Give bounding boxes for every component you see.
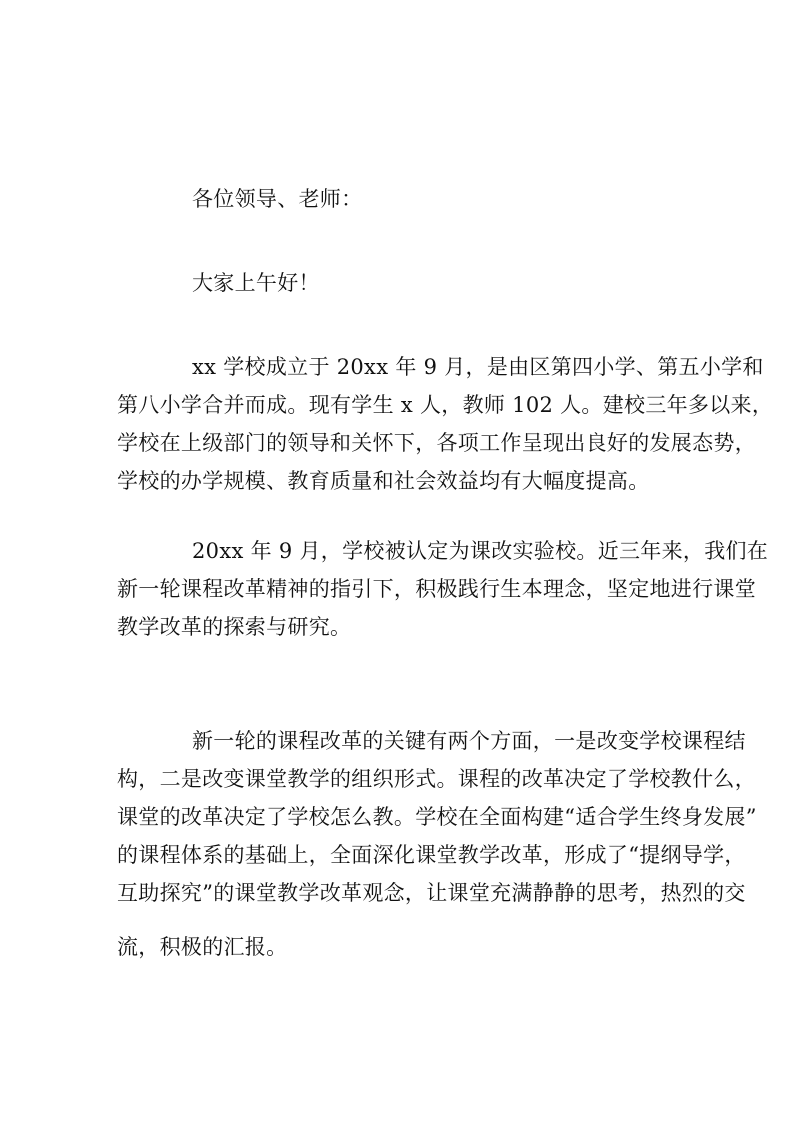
paragraph-line: 课堂的改革决定了学校怎么教。学校在全面构建“适合学生终身发展” (117, 805, 757, 829)
paragraph-line: 学校的办学规模、教育质量和社会效益均有大幅度提高。 (117, 469, 650, 493)
paragraph-line: 互助探究”的课堂教学改革观念，让课堂充满静静的思考，热烈的交 (117, 881, 746, 905)
paragraph-line: xx 学校成立于 20xx 年 9 月，是由区第四小学、第五小学和 (192, 355, 764, 379)
salutation: 各位领导、老师： (192, 187, 363, 211)
greeting: 大家上午好！ (192, 271, 320, 295)
paragraph-line: 学校在上级部门的领导和关怀下，各项工作呈现出良好的发展态势， (117, 431, 756, 455)
paragraph-line: 20xx 年 9 月，学校被认定为课改实验校。近三年来，我们在 (192, 539, 769, 563)
paragraph-line: 教学改革的探索与研究。 (117, 615, 352, 639)
paragraph-line: 新一轮的课程改革的关键有两个方面，一是改变学校课程结 (192, 729, 746, 753)
paragraph-line: 的课程体系的基础上，全面深化课堂教学改革，形成了“提纲导学， (117, 843, 746, 867)
paragraph-line: 流，积极的汇报。 (117, 935, 288, 959)
paragraph-line: 第八小学合并而成。现有学生 x 人，教师 102 人。建校三年多以来， (117, 393, 774, 417)
paragraph-line: 新一轮课程改革精神的指引下，积极践行生本理念，坚定地进行课堂 (117, 577, 756, 601)
paragraph-line: 构，二是改变课堂教学的组织形式。课程的改革决定了学校教什么， (117, 767, 756, 791)
